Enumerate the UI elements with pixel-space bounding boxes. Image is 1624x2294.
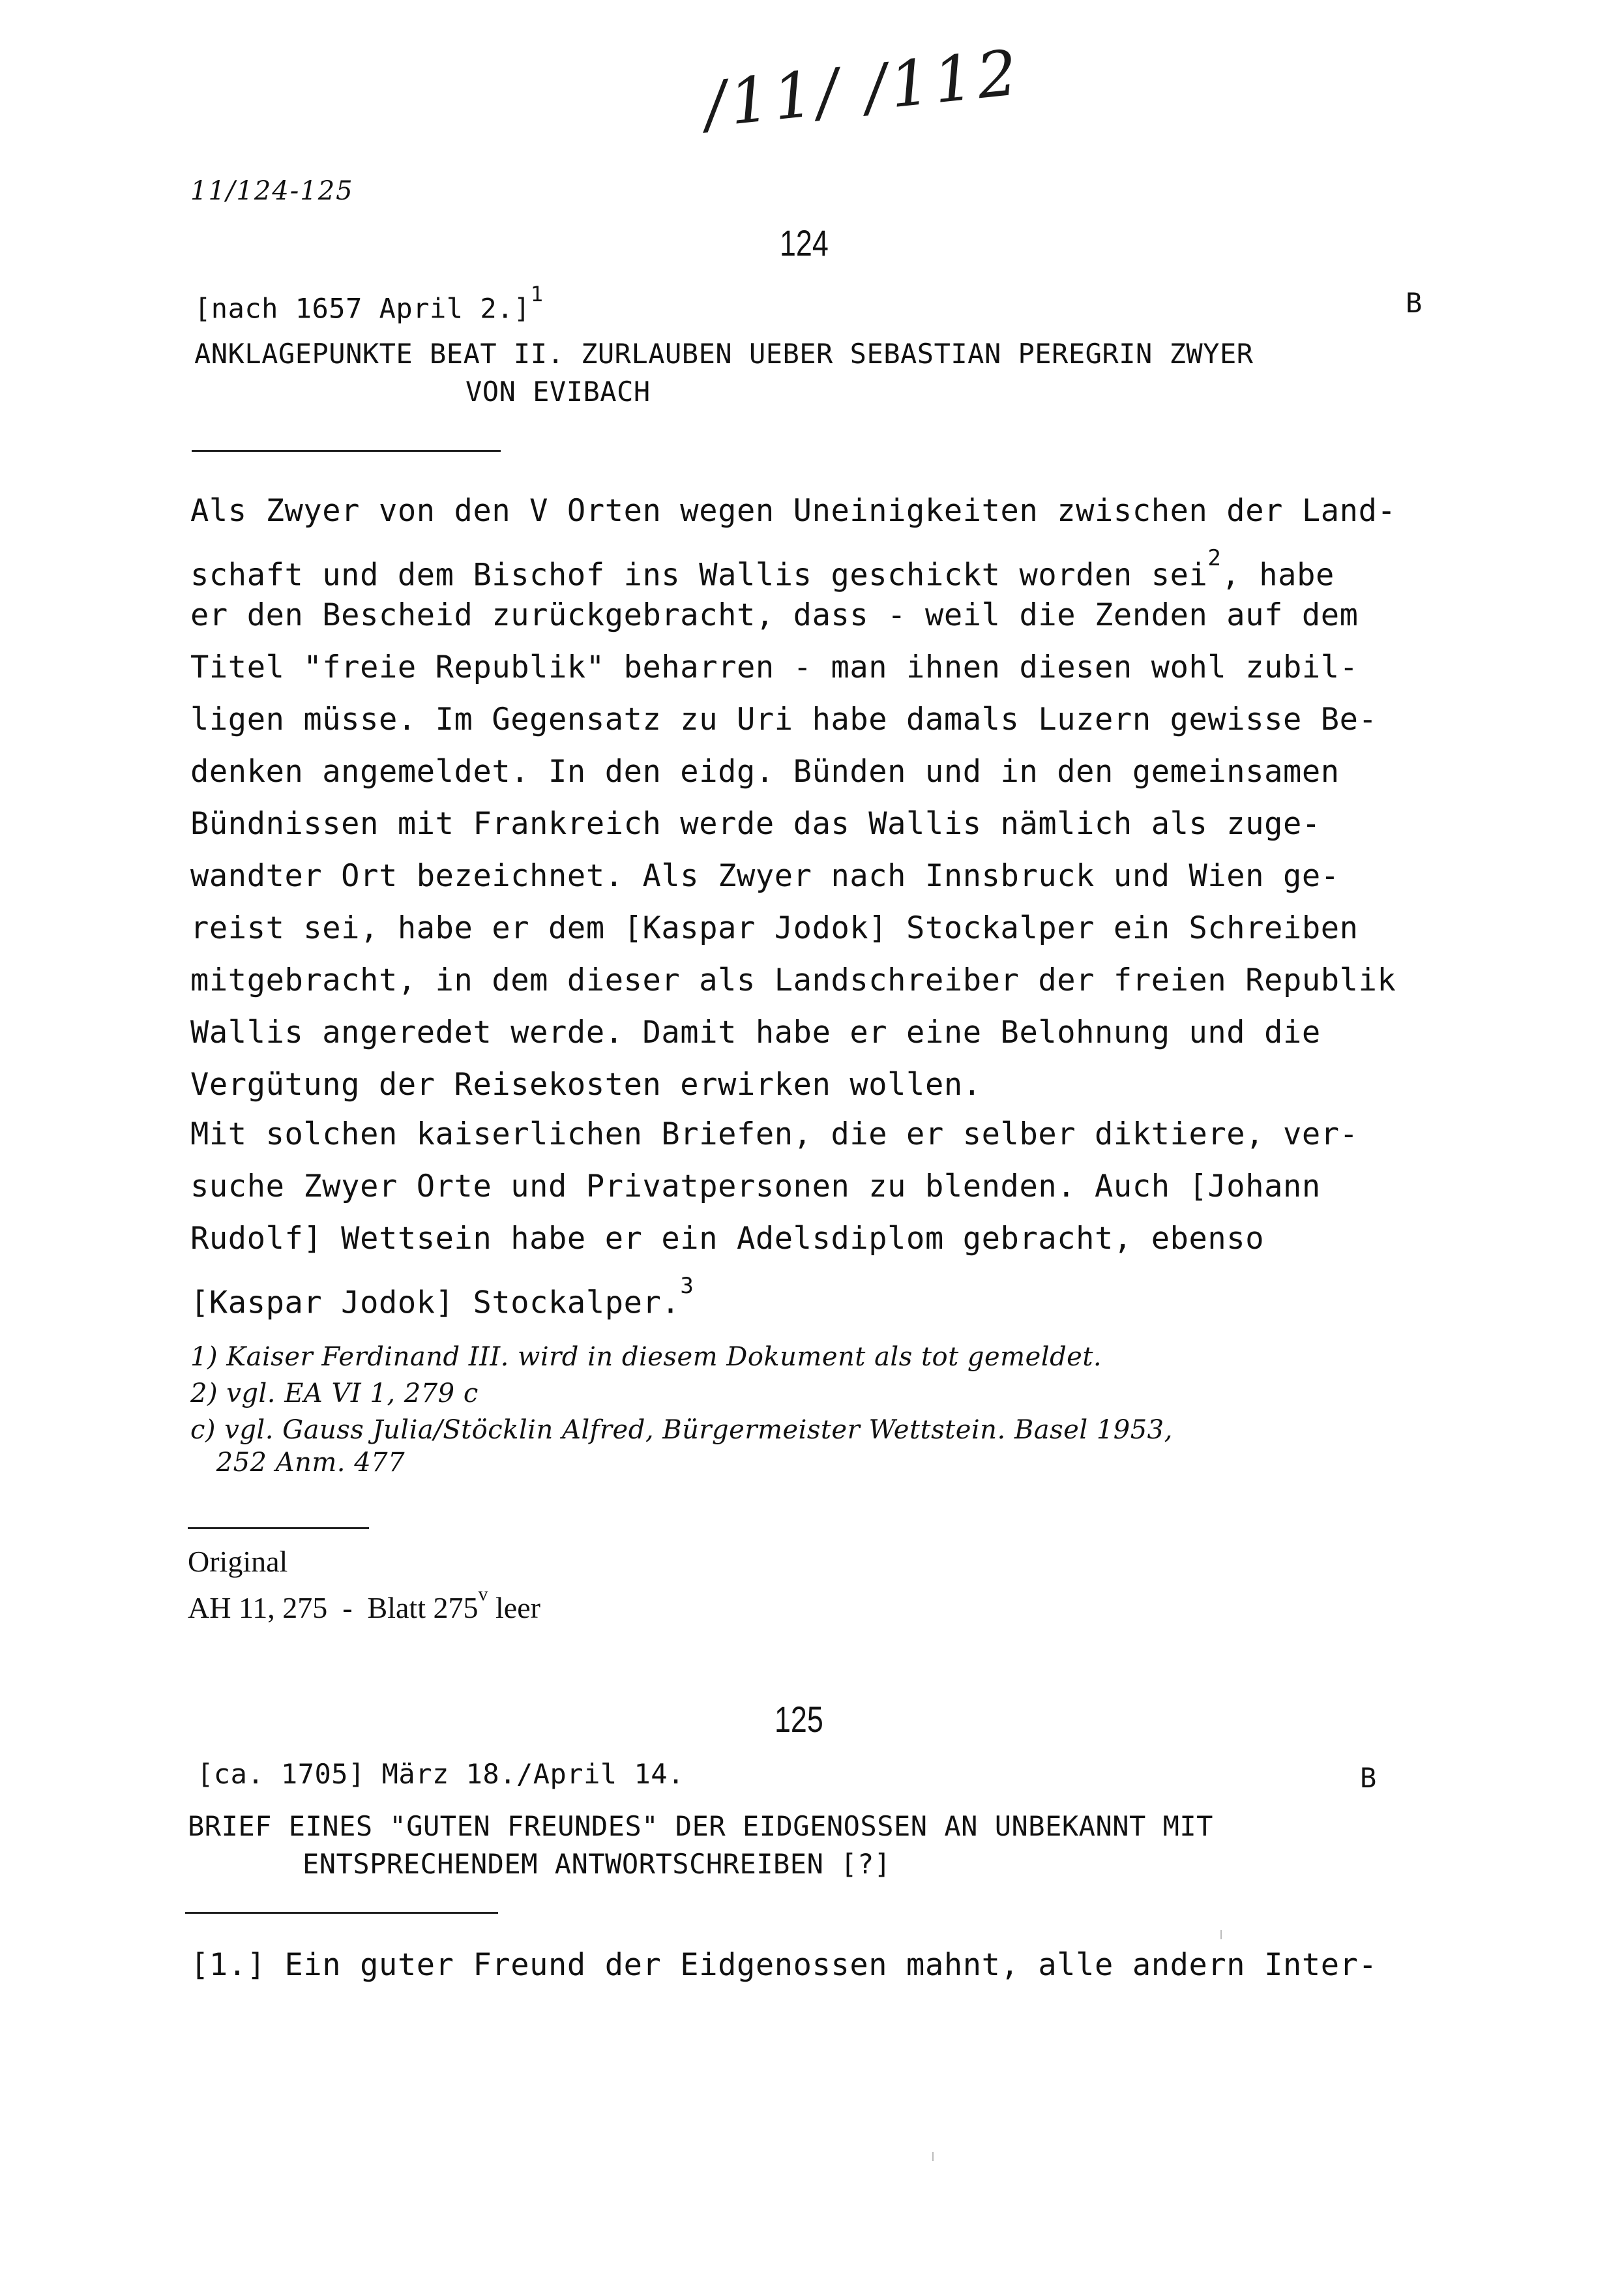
- footnote: 1) Kaiser Ferdinand III. wird in diesem Dokument als tot gemeldet.: [190, 1342, 1102, 1372]
- document-124-date: [194, 282, 544, 325]
- footnote-continuation: 252 Anm. 477: [190, 1448, 406, 1478]
- source-reference: AH 11, 275 - Blatt 275$^v$ leer: [188, 1583, 540, 1624]
- body-line: [Kaspar Jodok] Stockalper.$^3$: [190, 1273, 694, 1321]
- body-line: Bündnissen mit Frankreich werde das Wallis nämlich als zuge-: [190, 806, 1321, 842]
- section-rule: [185, 1912, 498, 1914]
- document-124-type-code: B: [1406, 287, 1423, 319]
- body-line: er den Bescheid zurückgebracht, dass - weil die Zenden auf dem: [190, 597, 1359, 633]
- body-line: mitgebracht, in dem dieser als Landschreiber der freien Republik: [190, 962, 1396, 998]
- reference-code: 11/124-125: [190, 176, 354, 206]
- body-line: wandter Ort bezeichnet. Als Zwyer nach Innsbruck und Wien ge-: [190, 858, 1340, 894]
- body-line: suche Zwyer Orte und Privatpersonen zu blenden. Auch [Johann: [190, 1169, 1321, 1204]
- body-line: Vergütung der Reisekosten erwirken wollen.: [190, 1067, 982, 1103]
- body-line: ligen müsse. Im Gegensatz zu Uri habe damals Luzern gewisse Be-: [190, 702, 1378, 737]
- body-line: Wallis angeredet werde. Damit habe er eine Belohnung und die: [190, 1015, 1321, 1050]
- body-line: schaft und dem Bischof ins Wallis geschickt worden sei$^2$, habe: [190, 545, 1335, 593]
- footnote: c) vgl. Gauss Julia/Stöcklin Alfred, Bürgermeister Wettstein. Basel 1953,: [190, 1415, 1173, 1445]
- document-125-title-line-1: BRIEF EINES "GUTEN FREUNDES" DER EIDGENOSSEN AN UNBEKANNT MIT: [188, 1810, 1213, 1842]
- section-rule: [192, 450, 501, 452]
- scan-speck: [932, 2152, 934, 2161]
- body-line: denken angemeldet. In den eidg. Bünden und in den gemeinsamen: [190, 754, 1340, 790]
- body-line: Rudolf] Wettsein habe er ein Adelsdiplom gebracht, ebenso: [190, 1221, 1265, 1257]
- handwritten-archive-mark: /11/ /112: [701, 35, 1025, 142]
- footnote-marker: 2: [1207, 545, 1222, 571]
- source-rule: [188, 1527, 369, 1529]
- document-number-125: 125: [775, 1699, 823, 1740]
- verso-marker: v: [478, 1583, 488, 1605]
- document-124-title-line-2: VON EVIBACH: [465, 376, 651, 408]
- document-number-124: 124: [780, 222, 829, 263]
- body-line: [1.] Ein guter Freund der Eidgenossen mahnt, alle andern Inter-: [190, 1947, 1378, 1983]
- date-footnote-marker: 1: [530, 282, 544, 306]
- document-124-title-line-1: ANKLAGEPUNKTE BEAT II. ZURLAUBEN UEBER SEBASTIAN PEREGRIN ZWYER: [194, 338, 1254, 370]
- body-line: Mit solchen kaiserlichen Briefen, die er selber diktiere, ver-: [190, 1116, 1359, 1152]
- footnote-marker: 3: [680, 1273, 694, 1299]
- body-line: reist sei, habe er dem [Kaspar Jodok] Stockalper ein Schreiben: [190, 910, 1359, 946]
- date-text: [nach 1657 April 2.]: [194, 292, 531, 325]
- document-125-type-code: B: [1360, 1762, 1377, 1794]
- document-125-title-line-2: ENTSPRECHENDEM ANTWORTSCHREIBEN [?]: [303, 1848, 891, 1880]
- body-line: Titel "freie Republik" beharren - man ihnen diesen wohl zubil-: [190, 649, 1359, 685]
- footnote: 2) vgl. EA VI 1, 279 c: [190, 1378, 479, 1408]
- document-125-date: [ca. 1705] März 18./April 14.: [197, 1758, 685, 1790]
- body-line: Als Zwyer von den V Orten wegen Uneinigkeiten zwischen der Land-: [190, 493, 1396, 529]
- scan-speck: [1220, 1930, 1222, 1939]
- source-label: Original: [188, 1545, 288, 1578]
